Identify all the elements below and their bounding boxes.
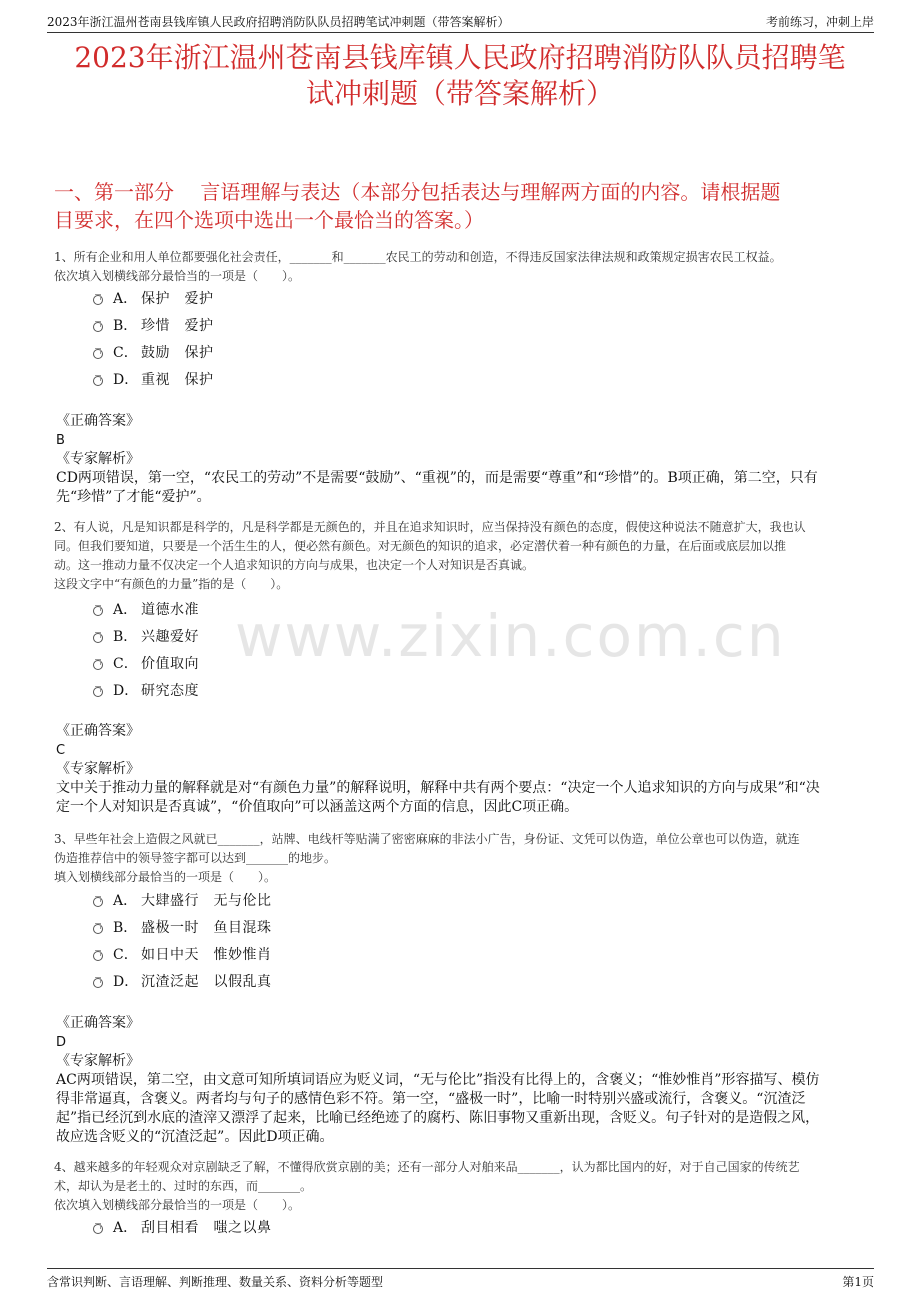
page-number: 第1页 [842, 1275, 874, 1289]
question-1-options [93, 284, 214, 392]
option-letter: B． [113, 919, 138, 936]
option-letter: C． [113, 946, 138, 963]
radio-icon[interactable] [93, 897, 103, 907]
option-letter: D． [113, 682, 139, 699]
option-letter: A． [113, 1219, 138, 1236]
analysis-line: 先“珍惜”了才能“爱护”。 [56, 489, 211, 505]
question-3-stem [54, 830, 870, 887]
title-line-1: 2023年浙江温州苍南县钱库镇人民政府招聘消防队队员招聘笔 [74, 41, 846, 74]
question-2-answer [56, 722, 860, 817]
option-d[interactable] [93, 365, 214, 392]
question-2-options [93, 595, 199, 703]
answer-label: 《正确答案》 [56, 1015, 140, 1031]
question-1-stem [54, 248, 870, 286]
question-line: 4、越来越多的年轻观众对京剧缺乏了解，不懂得欣赏京剧的美；还有一部分人对舶来品_______，认为都比国内的好，对于自己国家的传统艺 [54, 1160, 800, 1174]
radio-icon[interactable] [93, 376, 103, 386]
analysis-label: 《专家解析》 [56, 451, 140, 467]
option-text: 重视 保护 [141, 371, 214, 388]
option-b[interactable] [93, 311, 214, 338]
option-text: 研究态度 [141, 682, 199, 699]
option-a[interactable] [93, 284, 214, 311]
option-text: 珍惜 爱护 [141, 317, 214, 334]
analysis-label: 《专家解析》 [56, 1053, 140, 1069]
radio-icon[interactable] [93, 322, 103, 332]
option-text: 大肆盛行 无与伦比 [141, 892, 272, 909]
radio-icon[interactable] [93, 951, 103, 961]
footer-note: 含常识判断、言语理解、判断推理、数量关系、资料分析等题型 [47, 1275, 384, 1289]
question-line: 这段文字中“有颜色的力量”指的是（ ）。 [54, 577, 289, 591]
watermark: www.zixin.com.cn [235, 602, 786, 670]
answer-value: D [56, 1035, 67, 1050]
option-text: 保护 爱护 [141, 290, 214, 307]
question-2-stem [54, 518, 870, 594]
analysis-line: 定一个人对知识是否真诚”，“价值取向”可以涵盖这两个方面的信息，因此C项正确。 [56, 799, 579, 815]
page-footer [47, 1268, 874, 1293]
option-text: 如日中天 惟妙惟肖 [141, 946, 272, 963]
question-line: 2、有人说，凡是知识都是科学的，凡是科学都是无颜色的，并且在追求知识时，应当保持没有颜色的态度，假使这种说法不随意扩大，我也认 [54, 520, 806, 534]
option-letter: C． [113, 655, 138, 672]
radio-icon[interactable] [93, 633, 103, 643]
radio-icon[interactable] [93, 606, 103, 616]
analysis-line: 故应选含贬义的“沉渣泛起”。因此D项正确。 [56, 1129, 334, 1145]
option-letter: D． [113, 973, 139, 990]
radio-icon[interactable] [93, 924, 103, 934]
section-heading [54, 178, 870, 234]
option-d[interactable] [93, 676, 199, 703]
option-text: 道德水准 [141, 601, 199, 618]
analysis-line: 起”指已经沉到水底的渣滓又漂浮了起来，比喻已经绝迹了的腐朽、陈旧事物又重新出现，含贬义。句子针对的是造假之风， [56, 1110, 820, 1126]
radio-icon[interactable] [93, 295, 103, 305]
question-line: 动。这一推动力量不仅决定一个人追求知识的方向与成果，也决定一个人对知识是否真诚。 [54, 558, 535, 572]
analysis-line: AC两项错误，第二空，由文意可知所填词语应为贬义词，“无与伦比”指没有比得上的，含褒义；“惟妙惟肖”形容描写、模仿 [56, 1072, 820, 1088]
header-slogan: 考前练习，冲刺上岸 [765, 15, 874, 29]
radio-icon[interactable] [93, 349, 103, 359]
option-b[interactable] [93, 913, 272, 940]
question-line: 术，却认为是老土的、过时的东西，而_______。 [54, 1179, 313, 1193]
radio-icon[interactable] [93, 1224, 103, 1234]
option-text: 兴趣爱好 [141, 628, 199, 645]
question-line: 依次填入划横线部分最恰当的一项是（ ）。 [54, 269, 301, 283]
question-line: 3、早些年社会上造假之风就已_______，站牌、电线杆等贴满了密密麻麻的非法小广告，身份证、文凭可以伪造，单位公章也可以伪造，就连 [54, 832, 800, 846]
analysis-label: 《专家解析》 [56, 761, 140, 777]
option-a[interactable] [93, 595, 199, 622]
title-line-2: 试冲刺题（带答案解析） [305, 77, 614, 110]
option-letter: B． [113, 628, 138, 645]
section-line-1: 一、第一部分 言语理解与表达（本部分包括表达与理解两方面的内容。请根据题 [54, 180, 781, 204]
radio-icon[interactable] [93, 687, 103, 697]
option-c[interactable] [93, 338, 214, 365]
analysis-line: 文中关于推动力量的解释就是对“有颜色力量”的解释说明，解释中共有两个要点：“决定一个人追求知识的方向与成果”和“决 [56, 780, 820, 796]
question-1-answer [56, 412, 860, 507]
radio-icon[interactable] [93, 660, 103, 670]
question-line: 1、所有企业和用人单位都要强化社会责任，_______和_______农民工的劳动和创造，不得违反国家法律法规和政策规定损害农民工权益。 [54, 250, 782, 264]
option-text: 沉渣泛起 以假乱真 [141, 973, 272, 990]
header-title: 2023年浙江温州苍南县钱库镇人民政府招聘消防队队员招聘笔试冲刺题（带答案解析） [47, 15, 510, 29]
analysis-line: CD两项错误，第一空，“农民工的劳动”不是需要“鼓励”、“重视”的，而是需要“尊重”和“珍惜”的。B项正确，第二空，只有 [56, 470, 818, 486]
section-line-2: 目要求，在四个选项中选出一个最恰当的答案。） [54, 208, 484, 232]
option-b[interactable] [93, 622, 199, 649]
option-letter: B． [113, 317, 138, 334]
option-letter: D． [113, 371, 139, 388]
option-text: 价值取向 [141, 655, 199, 672]
option-letter: C． [113, 344, 138, 361]
option-c[interactable] [93, 940, 272, 967]
option-letter: A． [113, 290, 138, 307]
question-line: 伪造推荐信中的领导签字都可以达到_______的地步。 [54, 851, 337, 865]
answer-label: 《正确答案》 [56, 413, 140, 429]
question-line: 同。但我们要知道，只要是一个活生生的人，便必然有颜色。对无颜色的知识的追求，必定潜伏着一种有颜色的力量，在后面或底层加以推 [54, 539, 787, 553]
option-text: 刮目相看 嗤之以鼻 [141, 1219, 272, 1236]
question-line: 依次填入划横线部分最恰当的一项是（ ）。 [54, 1198, 301, 1212]
option-a[interactable] [93, 886, 272, 913]
answer-label: 《正确答案》 [56, 723, 140, 739]
analysis-line: 得非常逼真，含褒义。两者均与句子的感情色彩不符。第一空，“盛极一时”，比喻一时特别兴盛或流行，含褒义。“沉渣泛 [56, 1091, 806, 1107]
question-4-stem [54, 1158, 870, 1215]
option-d[interactable] [93, 967, 272, 994]
answer-value: C [56, 743, 66, 758]
option-text: 盛极一时 鱼目混珠 [141, 919, 272, 936]
page-header [47, 10, 874, 33]
radio-icon[interactable] [93, 978, 103, 988]
option-c[interactable] [93, 649, 199, 676]
question-4-options [93, 1213, 272, 1240]
answer-value: B [56, 433, 65, 448]
question-line: 填入划横线部分最恰当的一项是（ ）。 [54, 870, 277, 884]
option-a[interactable] [93, 1213, 272, 1240]
option-letter: A． [113, 892, 138, 909]
option-text: 鼓励 保护 [141, 344, 214, 361]
question-3-options [93, 886, 272, 994]
question-3-answer [56, 1014, 860, 1147]
option-letter: A． [113, 601, 138, 618]
document-title [40, 40, 880, 112]
